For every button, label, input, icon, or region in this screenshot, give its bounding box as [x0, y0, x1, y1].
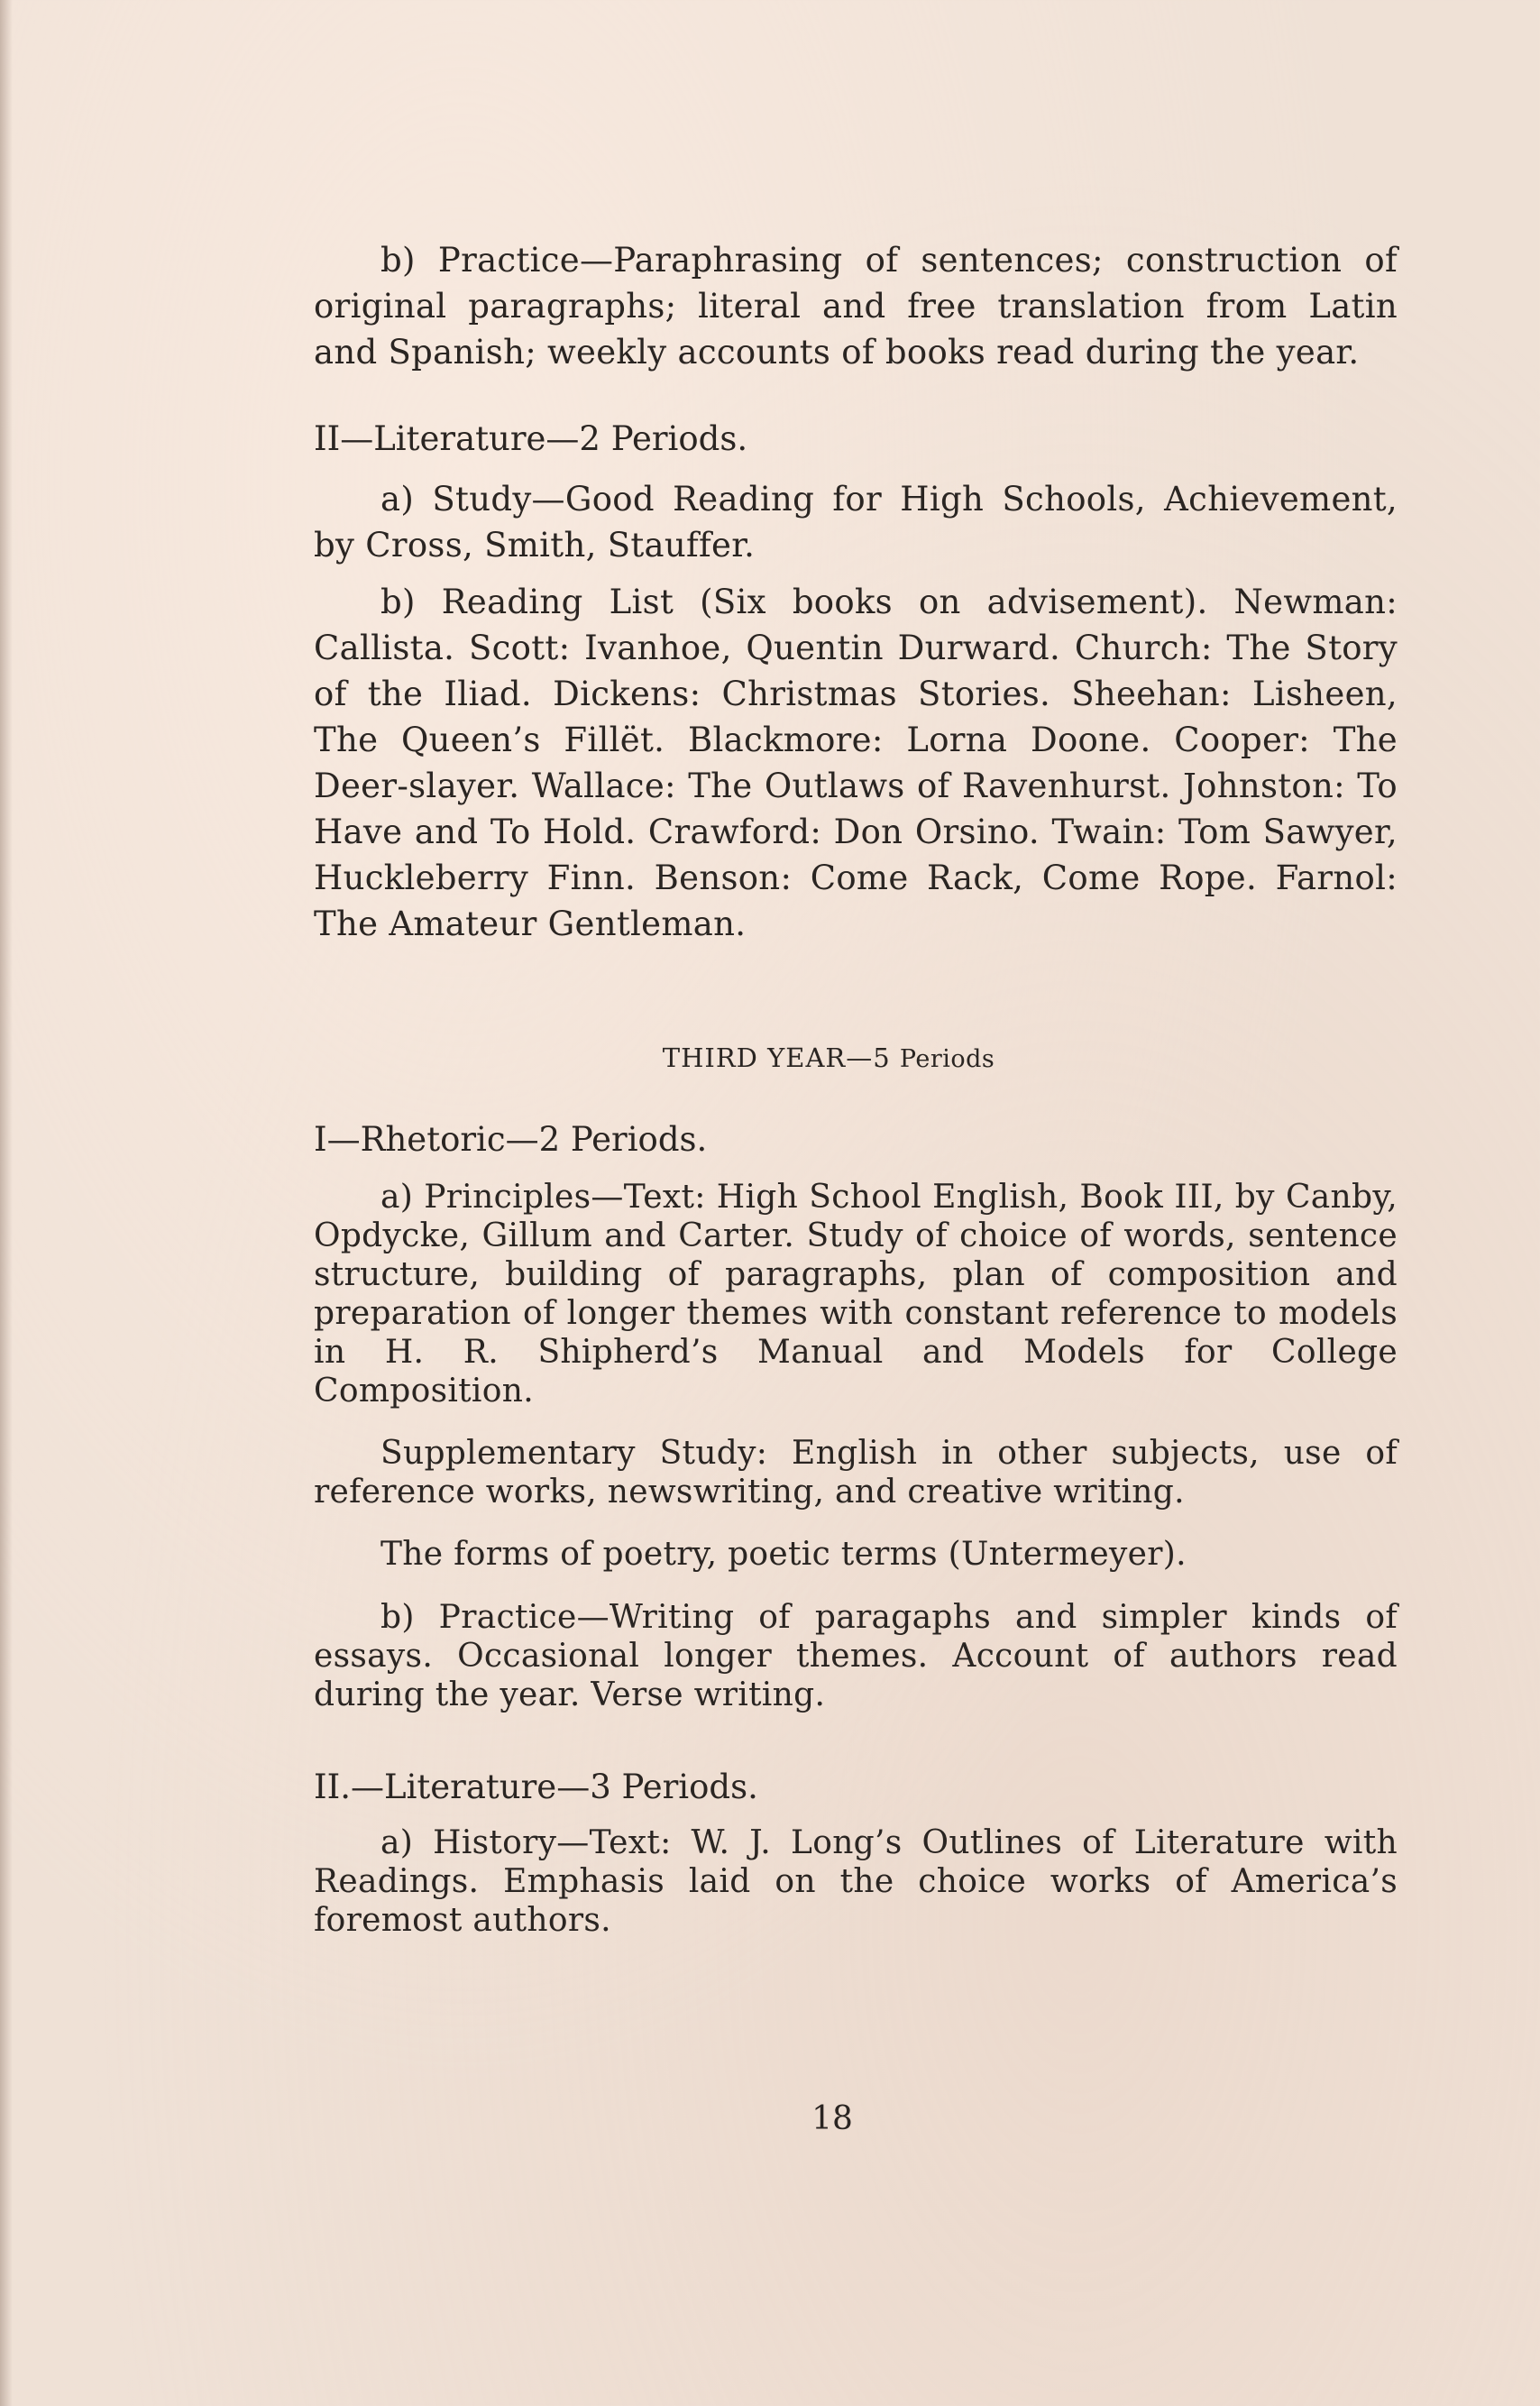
- paragraph-reading-list-text: b) Reading List (Six books on advisement). Newman: Callista. Scott: Ivanhoe, Quentin Durward. Church: The Story of the Iliad. Dickens: Christmas Stories. Sheehan: Lisheen, The Queen’s Fillët. Blackmore: Lorna Doone. Cooper: The Deer-slayer. Wallace: The Outlaws of Ravenhurst. Johnston: To Have and To Hold. Crawford: Don Orsino. Twain: Tom Sawyer, Huckleberry Finn. Benson: Come Rack, Come Rope. Farnol: The Amateur Gentleman.: [314, 583, 1398, 943]
- paragraph-history: [314, 1823, 1398, 1940]
- paragraph-practice-third-year: [314, 1598, 1398, 1714]
- paragraph-forms-of-poetry: [314, 1535, 1398, 1574]
- paragraph-forms-of-poetry-text: The forms of poetry, poetic terms (Untermeyer).: [380, 1536, 1187, 1573]
- paragraph-history-text: a) History—Text: W. J. Long’s Outlines of Literature with Readings. Emphasis laid on the choice works of America’s foremost authors.: [314, 1824, 1398, 1939]
- paragraph-study-text: a) Study—Good Reading for High Schools, Achievement, by Cross, Smith, Stauffer.: [314, 480, 1398, 565]
- paragraph-study: [314, 476, 1398, 568]
- section-title-third-year: [0, 1040, 1540, 1078]
- paragraph-supplementary-study: [314, 1434, 1398, 1511]
- section-title-periods: Periods: [899, 1045, 995, 1073]
- heading-rhetoric: I—Rhetoric—2 Periods.: [314, 1120, 708, 1159]
- heading-literature-third-year: II.—Literature—3 Periods.: [314, 1768, 758, 1806]
- paragraph-practice-second-year: [314, 237, 1398, 375]
- section-title-main: THIRD YEAR—5: [662, 1042, 891, 1073]
- paragraph-principles-text: a) Principles—Text: High School English, Book III, by Canby, Opdycke, Gillum and Carter. Study of choice of words, sentence structure, building of paragraphs, plan of composition and preparation of longer themes with constant reference to models in H. R. Shipherd’s Manual and Models for College Composition.: [314, 1179, 1398, 1410]
- page-binding-edge: [0, 0, 13, 2406]
- paragraph-principles: [314, 1178, 1398, 1410]
- paragraph-practice-third-year-text: b) Practice—Writing of paragaphs and simpler kinds of essays. Occasional longer themes. Account of authors read during the year. Verse writing.: [314, 1599, 1398, 1713]
- heading-literature-second-year: II—Literature—2 Periods.: [314, 419, 748, 458]
- page-number: 18: [811, 2100, 853, 2137]
- paragraph-reading-list: [314, 579, 1398, 947]
- paragraph-practice-second-year-text: b) Practice—Paraphrasing of sentences; construction of original paragraphs; literal and free translation from Latin and Spanish; weekly accounts of books read during the year.: [314, 241, 1398, 372]
- paragraph-supplementary-study-text: Supplementary Study: English in other subjects, use of reference works, newswriting, and creative writing.: [314, 1435, 1398, 1511]
